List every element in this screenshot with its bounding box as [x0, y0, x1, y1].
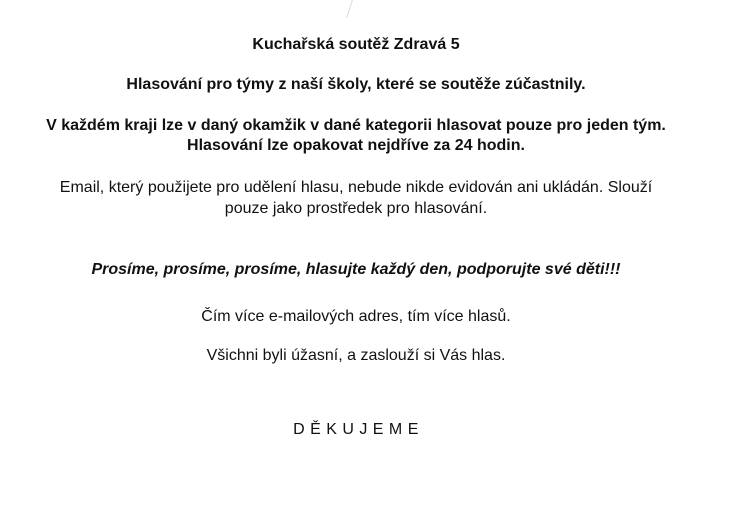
- page-title: Kuchařská soutěž Zdravá 5: [252, 36, 460, 53]
- email-notice: Email, který použijete pro udělení hlasu, nebude nikde evidován ani ukládán. Slouží pouze jako prostředek pro hlasování.: [59, 179, 653, 217]
- thank-you: D Ě K U J E M E: [293, 421, 419, 438]
- decorative-slash: [346, 0, 353, 18]
- everyone-note: Všichni byli úžasní, a zaslouží si Vás hlas.: [206, 347, 506, 364]
- voting-rules: V každém kraji lze v daný okamžik v dané kategorii hlasovat pouze pro jeden tým. Hlasování lze opakovat nejdříve za 24 hodin.: [46, 117, 666, 154]
- more-emails-note: Čím více e-mailových adres, tím více hlasů.: [201, 308, 511, 325]
- announcement: [40, 34, 672, 440]
- page-subtitle: Hlasování pro týmy z naší školy, které se soutěže zúčastnily.: [126, 76, 586, 93]
- voting-plea: Prosíme, prosíme, prosíme, hlasujte každý den, podporujte své děti!!!: [91, 261, 621, 278]
